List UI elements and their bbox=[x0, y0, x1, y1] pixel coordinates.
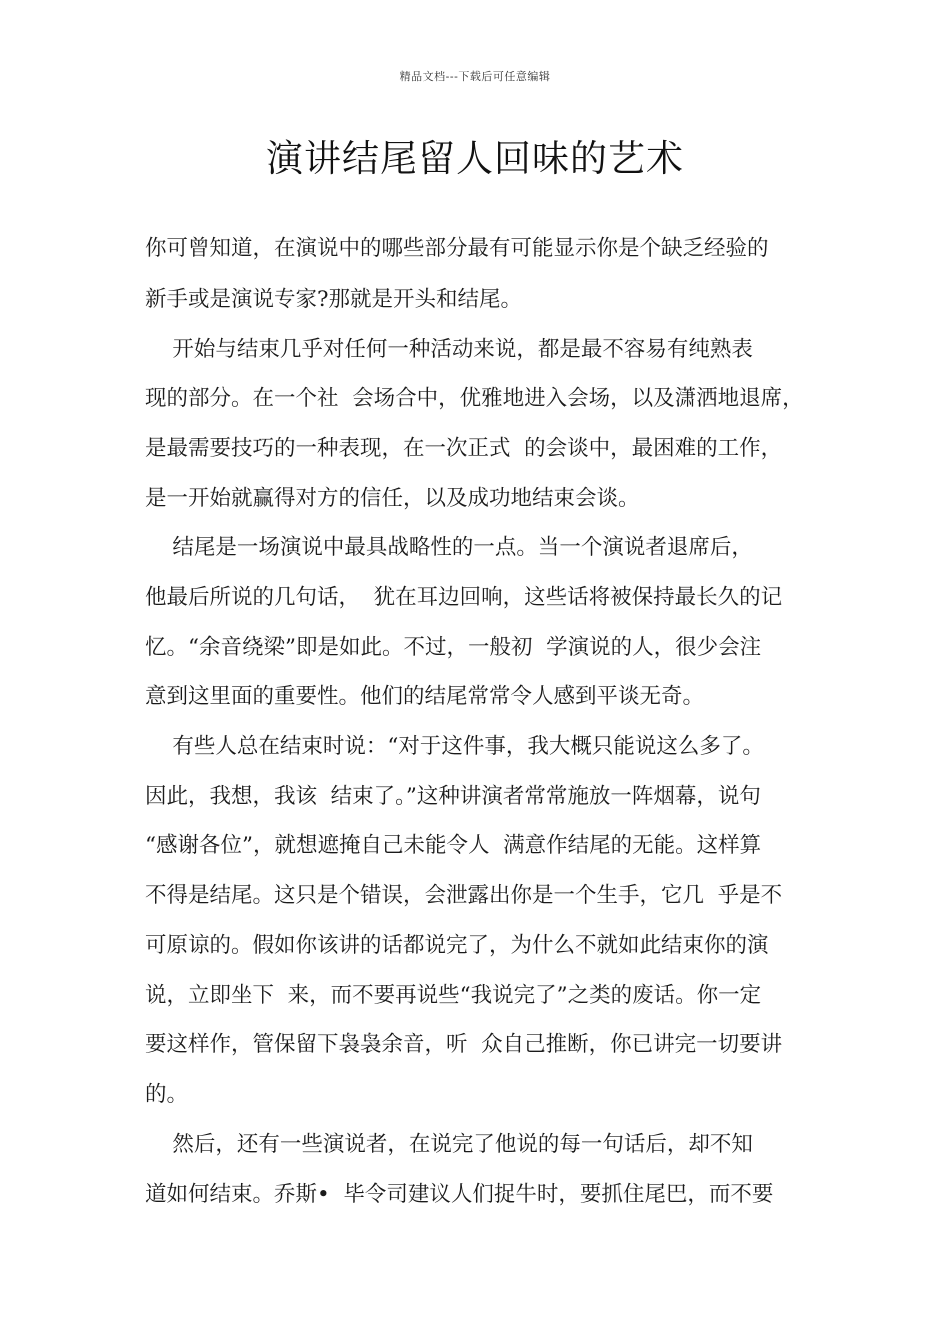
text-line: 然后，还有一些演说者，在说完了他说的每一句话后，却不知 bbox=[145, 1132, 753, 1157]
page-header: 精品文档---下载后可任意编辑 bbox=[399, 70, 551, 83]
text-line: 的。 bbox=[145, 1082, 189, 1107]
text-line: 现的部分。在一个社 会场合中，优雅地进入会场，以及潇洒地退席， bbox=[145, 386, 804, 411]
text-line: 新手或是演说专家?那就是开头和结尾。 bbox=[145, 287, 523, 312]
document-title: 演讲结尾留人回味的艺术 bbox=[266, 137, 684, 180]
text-line: 有些人总在结束时说：“对于这件事，我大概只能说这么多了。 bbox=[145, 734, 764, 759]
text-line: 是最需要技巧的一种表现，在一次正式 的会谈中，最困难的工作， bbox=[145, 436, 783, 461]
text-line: 你可曾知道，在演说中的哪些部分最有可能显示你是个缺乏经验的 bbox=[145, 236, 769, 261]
text-line: 因此，我想，我该 结束了。”这种讲演者常常施放一阵烟幕，说句 bbox=[145, 784, 761, 809]
text-line: 是一开始就赢得对方的信任，以及成功地结束会谈。 bbox=[145, 486, 640, 511]
text-line: 意到这里面的重要性。他们的结尾常常令人感到平谈无奇。 bbox=[145, 684, 705, 709]
text-line: 说，立即坐下 来，而不要再说些“我说完了”之类的废话。你一定 bbox=[145, 983, 762, 1008]
text-line: 开始与结束几乎对任何一种活动来说，都是最不容易有纯熟表 bbox=[145, 337, 753, 362]
text-line: 结尾是一场演说中最具战略性的一点。当一个演说者退席后， bbox=[145, 535, 753, 560]
text-line: 忆。“余音绕梁”即是如此。不过，一般初 学演说的人，很少会注 bbox=[145, 635, 762, 660]
text-line: 要这样作，管保留下袅袅余音，听 众自己推断，你已讲完一切要讲 bbox=[145, 1032, 783, 1057]
text-line: 他最后所说的几句话， 犹在耳边回响，这些话将被保持最长久的记 bbox=[145, 585, 783, 610]
text-line: 道如何结束。乔斯• 毕令司建议人们捉牛时，要抓住尾巴，而不要 bbox=[145, 1182, 774, 1207]
text-line: 可原谅的。假如你该讲的话都说完了，为什么不就如此结束你的演 bbox=[145, 933, 769, 958]
text-line: 不得是结尾。这只是个错误，会泄露出你是一个生手，它几 乎是不 bbox=[145, 883, 783, 908]
text-line: “感谢各位”，就想遮掩自己未能令人 满意作结尾的无能。这样算 bbox=[145, 833, 762, 858]
